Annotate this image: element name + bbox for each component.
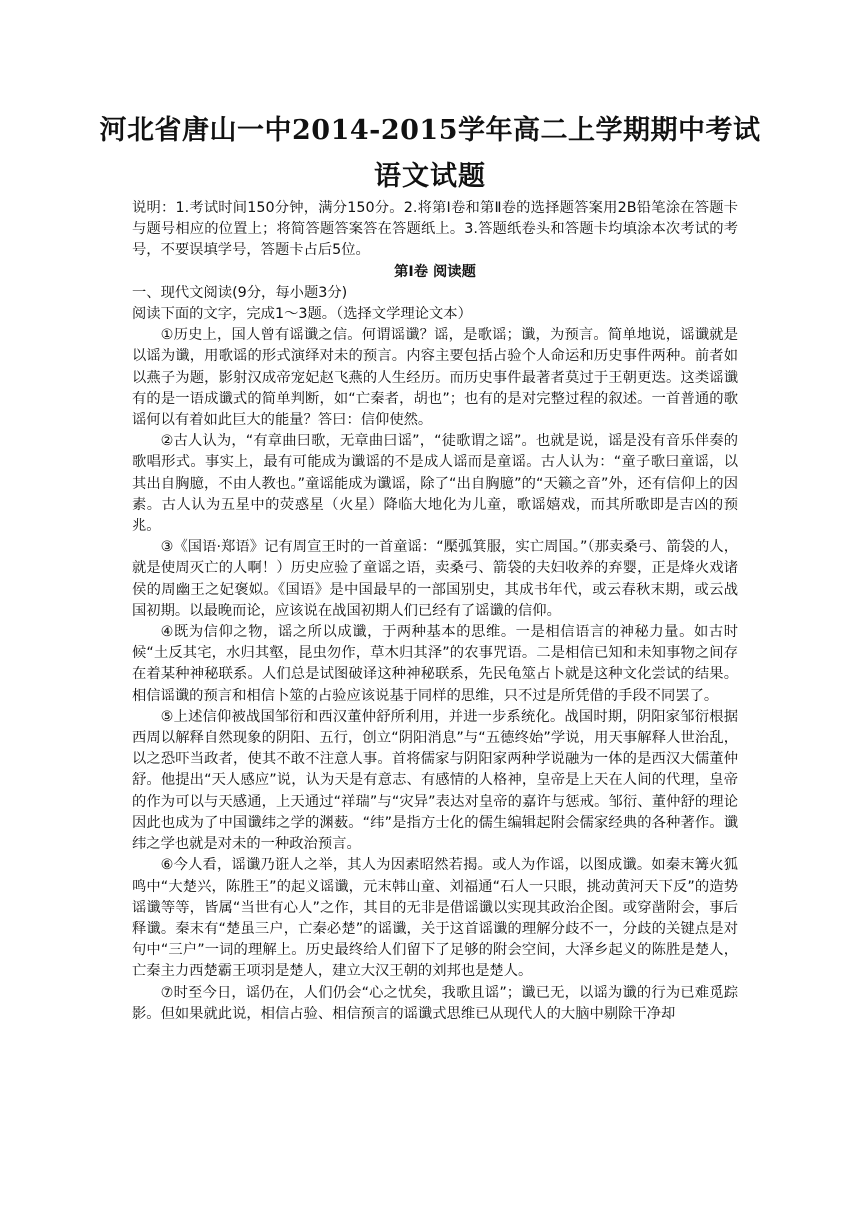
exam-subtitle: 语文试题 [374, 161, 486, 192]
section-title: 第Ⅰ卷 阅读题 [394, 263, 476, 280]
paragraph-7: ⑦时至今日，谣仍在，人们仍会“心之忧矣，我歌且谣”；谶已无，以谣为谶的行为已难觅踪影。但如果就此说，相信占验、相信预言的谣谶式思维已从现代人的大脑中剔除干净却 [132, 984, 738, 1022]
reading-prompt: 阅读下面的文字，完成1～3题。（选择文学理论文本） [132, 306, 472, 323]
paragraph-2: ②古人认为，“有章曲曰歌，无章曲曰谣”，“徒歌谓之谣”。也就是说，谣是没有音乐伴奏的歌唱形式。事实上，最有可能成为谶谣的不是成人谣而是童谣。古人认为：“童子歌曰童谣，以其出自胸臆，不由人教也。”童谣能成为谶谣，除了“出自胸臆”的“天籁之音”外，还有信仰上的因素。古人认为五星中的荧惑星（火星）降临大地化为儿童，歌谣嬉戏，而其所歌即是吉凶的预兆。 [132, 433, 738, 535]
exam-title: 河北省唐山一中2014-2015学年高二上学期期中考试 [99, 115, 761, 146]
paragraph-5: ⑤上述信仰被战国邹衍和西汉董仲舒所利用，并进一步系统化。战国时期，阴阳家邹衍根据西周以解释自然现象的阴阳、五行，创立“阴阳消息”与“五德终始”学说，用天事解释人世治乱，以之恐吓当政者，使其不敢不注意人事。首将儒家与阴阳家两种学说融为一体的是西汉大儒董仲舒。他提出“天人感应”说，认为天是有意志、有感情的人格神，皇帝是上天在人间的代理，皇帝的作为可以与天感通，上天通过“祥瑞”与“灾异”表达对皇帝的嘉许与惩戒。邹衍、董仲舒的理论因此也成为了中国谶纬之学的渊薮。“纬”是指方士化的儒生编辑起附会儒家经典的各种著作。谶纬之学也就是对未的一种政治预言。 [132, 708, 738, 853]
part-heading: 一、现代文阅读(9分，每小题3分) [132, 284, 348, 301]
paragraph-3: ③《国语·郑语》记有周宣王时的一首童谣：“檿弧箕服，实亡周国。”（那卖桑弓、箭袋的人，就是使周灭亡的人啊！）历史应验了童谣之语，卖桑弓、箭袋的夫妇收养的弃婴，正是烽火戏诸侯的周幽王之妃褒姒。《国语》是中国最早的一部国别史，其成书年代，或云春秋末期，或云战国初期。以最晚而论，应该说在战国初期人们已经有了谣谶的信仰。 [132, 539, 738, 619]
paragraph-4: ④既为信仰之物，谣之所以成谶，于两种基本的思维。一是相信语言的神秘力量。如古时候“土反其宅，水归其壑，昆虫勿作，草木归其泽”的农事咒语。二是相信已知和未知事物之间存在着某种神秘联系。人们总是试图破译这种神秘联系，先民龟筮占卜就是这种文化尝试的结果。相信谣谶的预言和相信卜筮的占验应该说基于同样的思维，只不过是所凭借的手段不同罢了。 [132, 624, 738, 704]
instructions: 说明：1.考试时间150分钟，满分150分。2.将第Ⅰ卷和第Ⅱ卷的选择题答案用2B铅笔涂在答题卡与题号相应的位置上；将简答题答案答在答题纸上。3.答题纸卷头和答题卡均填涂本次考试的考号，不要误填学号，答题卡占后5位。 [132, 200, 738, 259]
paragraph-1: ①历史上，国人曾有谣谶之信。何谓谣谶？谣，是歌谣；谶，为预言。简单地说，谣谶就是以谣为谶，用歌谣的形式演绎对未的预言。内容主要包括占验个人命运和历史事件两种。前者如以燕子为题，影射汉成帝宠妃赵飞燕的人生经历。而历史事件最著者莫过于王朝更迭。这类谣谶有的是一语成谶式的简单判断，如“亡秦者，胡也”；也有的是对完整过程的叙述。一首普通的歌谣何以有着如此巨大的能量？答曰：信仰使然。 [132, 327, 738, 429]
exam-body [132, 198, 738, 1025]
paragraph-6: ⑥今人看，谣谶乃诳人之举，其人为因素昭然若揭。或人为作谣，以图成谶。如秦末篝火狐鸣中“大楚兴，陈胜王”的起义谣谶，元末韩山童、刘福通“石人一只眼，挑动黄河天下反”的造势谣谶等等，皆属“当世有心人”之作，其目的无非是借谣谶以实现其政治企图。或穿凿附会，事后释谶。秦末有“楚虽三户，亡秦必楚”的谣谶，关于这首谣谶的理解分歧不一，分歧的关键点是对句中“三户”一词的理解上。历史最终给人们留下了足够的附会空间，大泽乡起义的陈胜是楚人，亡秦主力西楚霸王项羽是楚人，建立大汉王朝的刘邦也是楚人。 [132, 857, 738, 980]
